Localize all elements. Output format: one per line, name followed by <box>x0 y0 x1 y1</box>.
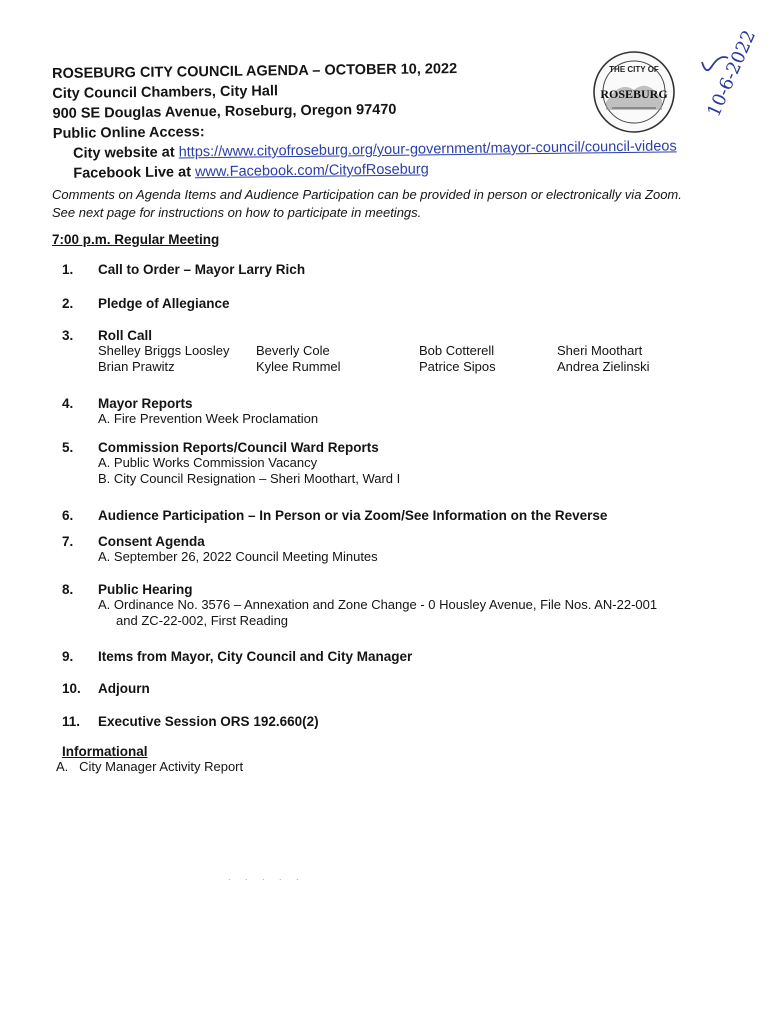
svg-text:10-6-2022: 10-6-2022 <box>703 27 761 121</box>
item-number: 8. <box>62 582 74 597</box>
facebook-link[interactable]: www.Facebook.com/CityofRoseburg <box>194 161 429 181</box>
sub-item: A. September 26, 2022 Council Meeting Minutes <box>98 549 378 564</box>
item-title: Items from Mayor, City Council and City Manager <box>98 649 413 664</box>
item-number: 2. <box>62 296 74 311</box>
council-member: Kylee Rummel <box>256 359 341 374</box>
item-number: 1. <box>62 262 74 277</box>
roll-call-column <box>419 343 496 375</box>
item-title: Call to Order – Mayor Larry Rich <box>98 262 306 277</box>
svg-text:ROSEBURG: ROSEBURG <box>600 87 668 101</box>
item-number: 3. <box>62 328 74 343</box>
handwritten-date-icon <box>690 14 770 124</box>
roll-call-column <box>98 343 230 375</box>
item-title: Consent Agenda <box>98 534 205 549</box>
item-title: Pledge of Allegiance <box>98 296 230 311</box>
item-number: 11. <box>62 714 81 729</box>
item-title: Executive Session ORS 192.660(2) <box>98 714 319 729</box>
intro-text: Comments on Agenda Items and Audience Participation can be provided in person or electronically via Zoom. See next page for instructions on how to participate in meetings. <box>52 187 682 220</box>
venue-line: City Council Chambers, City Hall <box>52 83 279 102</box>
roll-call-column <box>557 343 650 375</box>
sub-item: A. Fire Prevention Week Proclamation <box>98 411 319 426</box>
item-number: 10. <box>62 681 81 696</box>
roll-call-column <box>256 343 341 375</box>
item-title: Mayor Reports <box>98 396 193 411</box>
facebook-label: Facebook Live at <box>73 164 196 182</box>
sub-item: A. Ordinance No. 3576 – Annexation and Zone Change - 0 Housley Avenue, File Nos. AN-22-001 <box>98 597 658 612</box>
address-line: 900 SE Douglas Avenue, Roseburg, Oregon 97470 <box>52 101 397 122</box>
sub-item-continued: and ZC-22-002, First Reading <box>98 613 289 628</box>
council-member: Brian Prawitz <box>98 359 175 374</box>
informational-item: A. City Manager Activity Report <box>56 759 244 774</box>
council-member: Bob Cotterell <box>419 343 495 358</box>
council-member: Sheri Moothart <box>557 343 643 358</box>
item-title: Commission Reports/Council Ward Reports <box>98 440 379 455</box>
svg-text:THE CITY OF: THE CITY OF <box>609 65 659 74</box>
item-number: 6. <box>62 508 74 523</box>
item-title: Public Hearing <box>98 582 193 597</box>
city-seal-icon <box>592 50 676 134</box>
item-title: Audience Participation – In Person or via Zoom/See Information on the Reverse <box>98 508 608 523</box>
meeting-time: 7:00 p.m. Regular Meeting <box>52 232 220 247</box>
council-member: Patrice Sipos <box>419 359 496 374</box>
sub-item: B. City Council Resignation – Sheri Moothart, Ward I <box>98 471 401 486</box>
item-number: 4. <box>62 396 74 411</box>
informational-title: Informational <box>62 744 148 759</box>
item-title: Adjourn <box>98 681 150 696</box>
agenda-title: ROSEBURG CITY COUNCIL AGENDA – OCTOBER 10, 2022 <box>52 61 458 82</box>
website-label: City website at <box>73 144 179 162</box>
item-number: 7. <box>62 534 74 549</box>
council-member: Shelley Briggs Loosley <box>98 343 230 358</box>
council-member: Andrea Zielinski <box>557 359 650 374</box>
online-access-label: Public Online Access: <box>52 124 205 142</box>
informational-section <box>56 744 244 774</box>
item-number: 5. <box>62 440 74 455</box>
sub-item: A. Public Works Commission Vacancy <box>98 455 318 470</box>
agenda-header <box>52 56 677 184</box>
roll-call-list <box>98 343 698 377</box>
item-title: Roll Call <box>98 328 153 343</box>
website-link[interactable]: https://www.cityofroseburg.org/your-government/mayor-council/council-videos <box>178 138 677 161</box>
council-member: Beverly Cole <box>256 343 330 358</box>
item-number: 9. <box>62 649 74 664</box>
scan-specks: . . . . . <box>228 872 305 882</box>
